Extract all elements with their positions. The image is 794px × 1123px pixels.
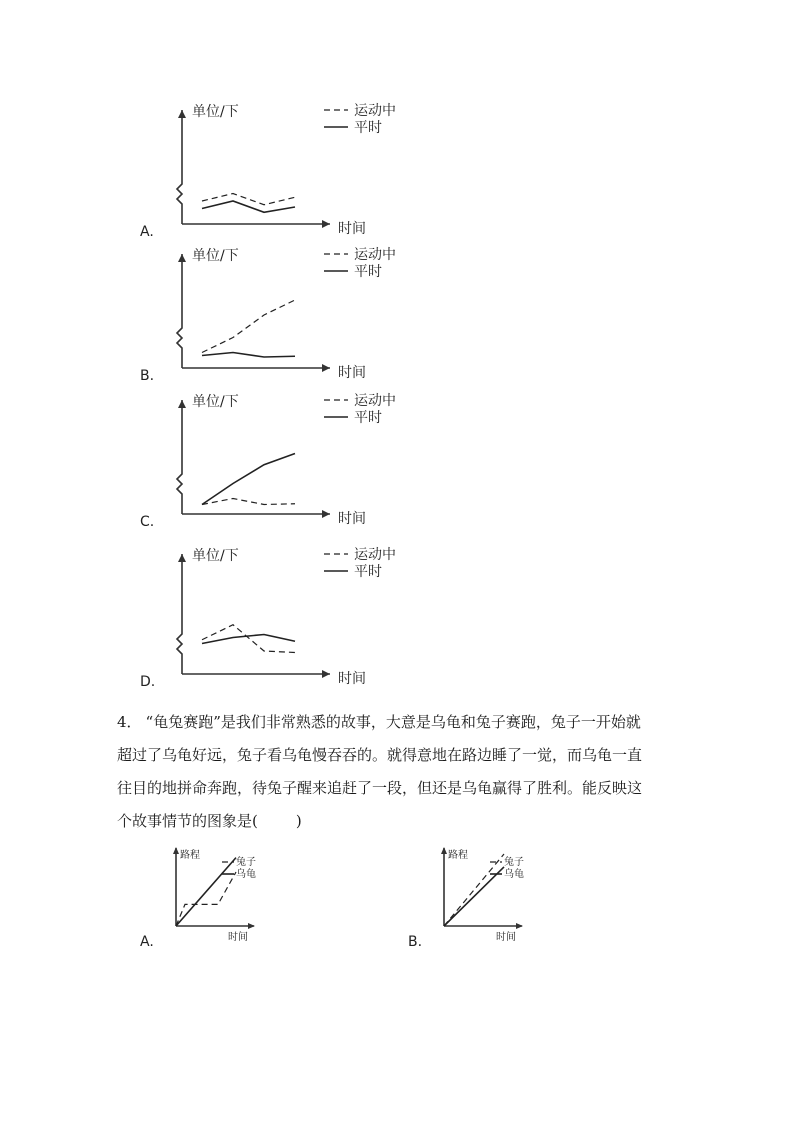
option-label: C. xyxy=(140,514,155,530)
y-axis-label: 单位/下 xyxy=(192,248,239,264)
chart-a-svg xyxy=(140,100,440,242)
series-rabbit-line xyxy=(444,854,504,926)
y-axis-label: 路程 xyxy=(448,850,468,861)
option-label: B. xyxy=(408,934,423,950)
y-axis-label: 单位/下 xyxy=(192,104,239,120)
x-axis-label: 时间 xyxy=(338,671,366,687)
legend-turtle-label: 乌龟 xyxy=(236,869,256,880)
series-exercise-line xyxy=(202,300,295,353)
chart-d-svg xyxy=(140,544,440,692)
option-label: A. xyxy=(140,934,154,950)
legend-exercise-label: 运动中 xyxy=(354,103,396,119)
chart-option-a xyxy=(140,100,440,242)
y-axis-label: 路程 xyxy=(180,850,200,861)
question-close-paren: ) xyxy=(295,812,302,830)
y-axis-label: 单位/下 xyxy=(192,548,239,564)
series-exercise-line xyxy=(202,499,295,505)
option-label: B. xyxy=(140,368,155,384)
y-axis-line xyxy=(177,554,182,674)
chart-option-b xyxy=(140,244,440,386)
series-normal-line xyxy=(202,201,295,212)
legend-exercise-label: 运动中 xyxy=(354,247,396,263)
chart-option-d xyxy=(140,544,440,692)
legend-exercise-label: 运动中 xyxy=(354,393,396,409)
legend-normal-label: 平时 xyxy=(354,120,382,136)
x-axis-arrow-icon xyxy=(248,923,255,929)
series-rabbit-line xyxy=(176,872,236,926)
y-axis-arrow-icon xyxy=(178,110,186,118)
chart-b-svg xyxy=(140,244,440,386)
y-axis-line xyxy=(177,110,182,224)
question-text-line1: “龟兔赛跑”是我们非常熟悉的故事，大意是乌龟和兔子赛跑，兔子一开始就 xyxy=(145,713,641,731)
race-chart-option-b xyxy=(408,842,558,950)
legend-normal-label: 平时 xyxy=(354,410,382,426)
series-turtle-line xyxy=(444,867,504,926)
legend-normal-label: 平时 xyxy=(354,264,382,280)
legend-normal-label: 平时 xyxy=(354,564,382,580)
series-exercise-line xyxy=(202,194,295,205)
y-axis-line xyxy=(177,254,182,368)
x-axis-label: 时间 xyxy=(228,932,248,943)
series-normal-line xyxy=(202,353,295,358)
question-number: 4． xyxy=(117,713,142,731)
x-axis-arrow-icon xyxy=(516,923,523,929)
x-axis-arrow-icon xyxy=(322,220,330,228)
y-axis-line xyxy=(177,400,182,514)
x-axis-arrow-icon xyxy=(322,364,330,372)
series-normal-line xyxy=(202,454,295,505)
question-text-line2: 超过了乌龟好远，兔子看乌龟慢吞吞的。就得意地在路边睡了一觉，而乌龟一直 xyxy=(117,746,643,764)
y-axis-arrow-icon xyxy=(441,847,447,854)
chart-c-svg xyxy=(140,390,440,532)
x-axis-arrow-icon xyxy=(322,510,330,518)
question-4 xyxy=(117,706,677,838)
series-turtle-line xyxy=(176,858,236,926)
y-axis-arrow-icon xyxy=(178,554,186,562)
legend-rabbit-label: 兔子 xyxy=(504,857,524,868)
race-chart-b-svg xyxy=(408,842,558,950)
x-axis-arrow-icon xyxy=(322,670,330,678)
option-label: D. xyxy=(140,674,156,690)
y-axis-arrow-icon xyxy=(173,847,179,854)
y-axis-label: 单位/下 xyxy=(192,394,239,410)
y-axis-arrow-icon xyxy=(178,400,186,408)
option-label: A. xyxy=(140,224,154,240)
x-axis-label: 时间 xyxy=(338,221,366,237)
y-axis-arrow-icon xyxy=(178,254,186,262)
x-axis-label: 时间 xyxy=(338,365,366,381)
legend-exercise-label: 运动中 xyxy=(354,547,396,563)
legend-rabbit-label: 兔子 xyxy=(236,857,256,868)
chart-option-c xyxy=(140,390,440,532)
race-chart-a-svg xyxy=(140,842,290,950)
series-normal-line xyxy=(202,635,295,644)
x-axis-label: 时间 xyxy=(496,932,516,943)
legend-turtle-label: 乌龟 xyxy=(504,869,524,880)
question-text-line4: 个故事情节的图象是( xyxy=(117,812,258,830)
question-text-line3: 往目的地拼命奔跑，待兔子醒来追赶了一段，但还是乌龟赢得了胜利。能反映这 xyxy=(117,779,643,797)
race-chart-option-a xyxy=(140,842,290,950)
x-axis-label: 时间 xyxy=(338,511,366,527)
